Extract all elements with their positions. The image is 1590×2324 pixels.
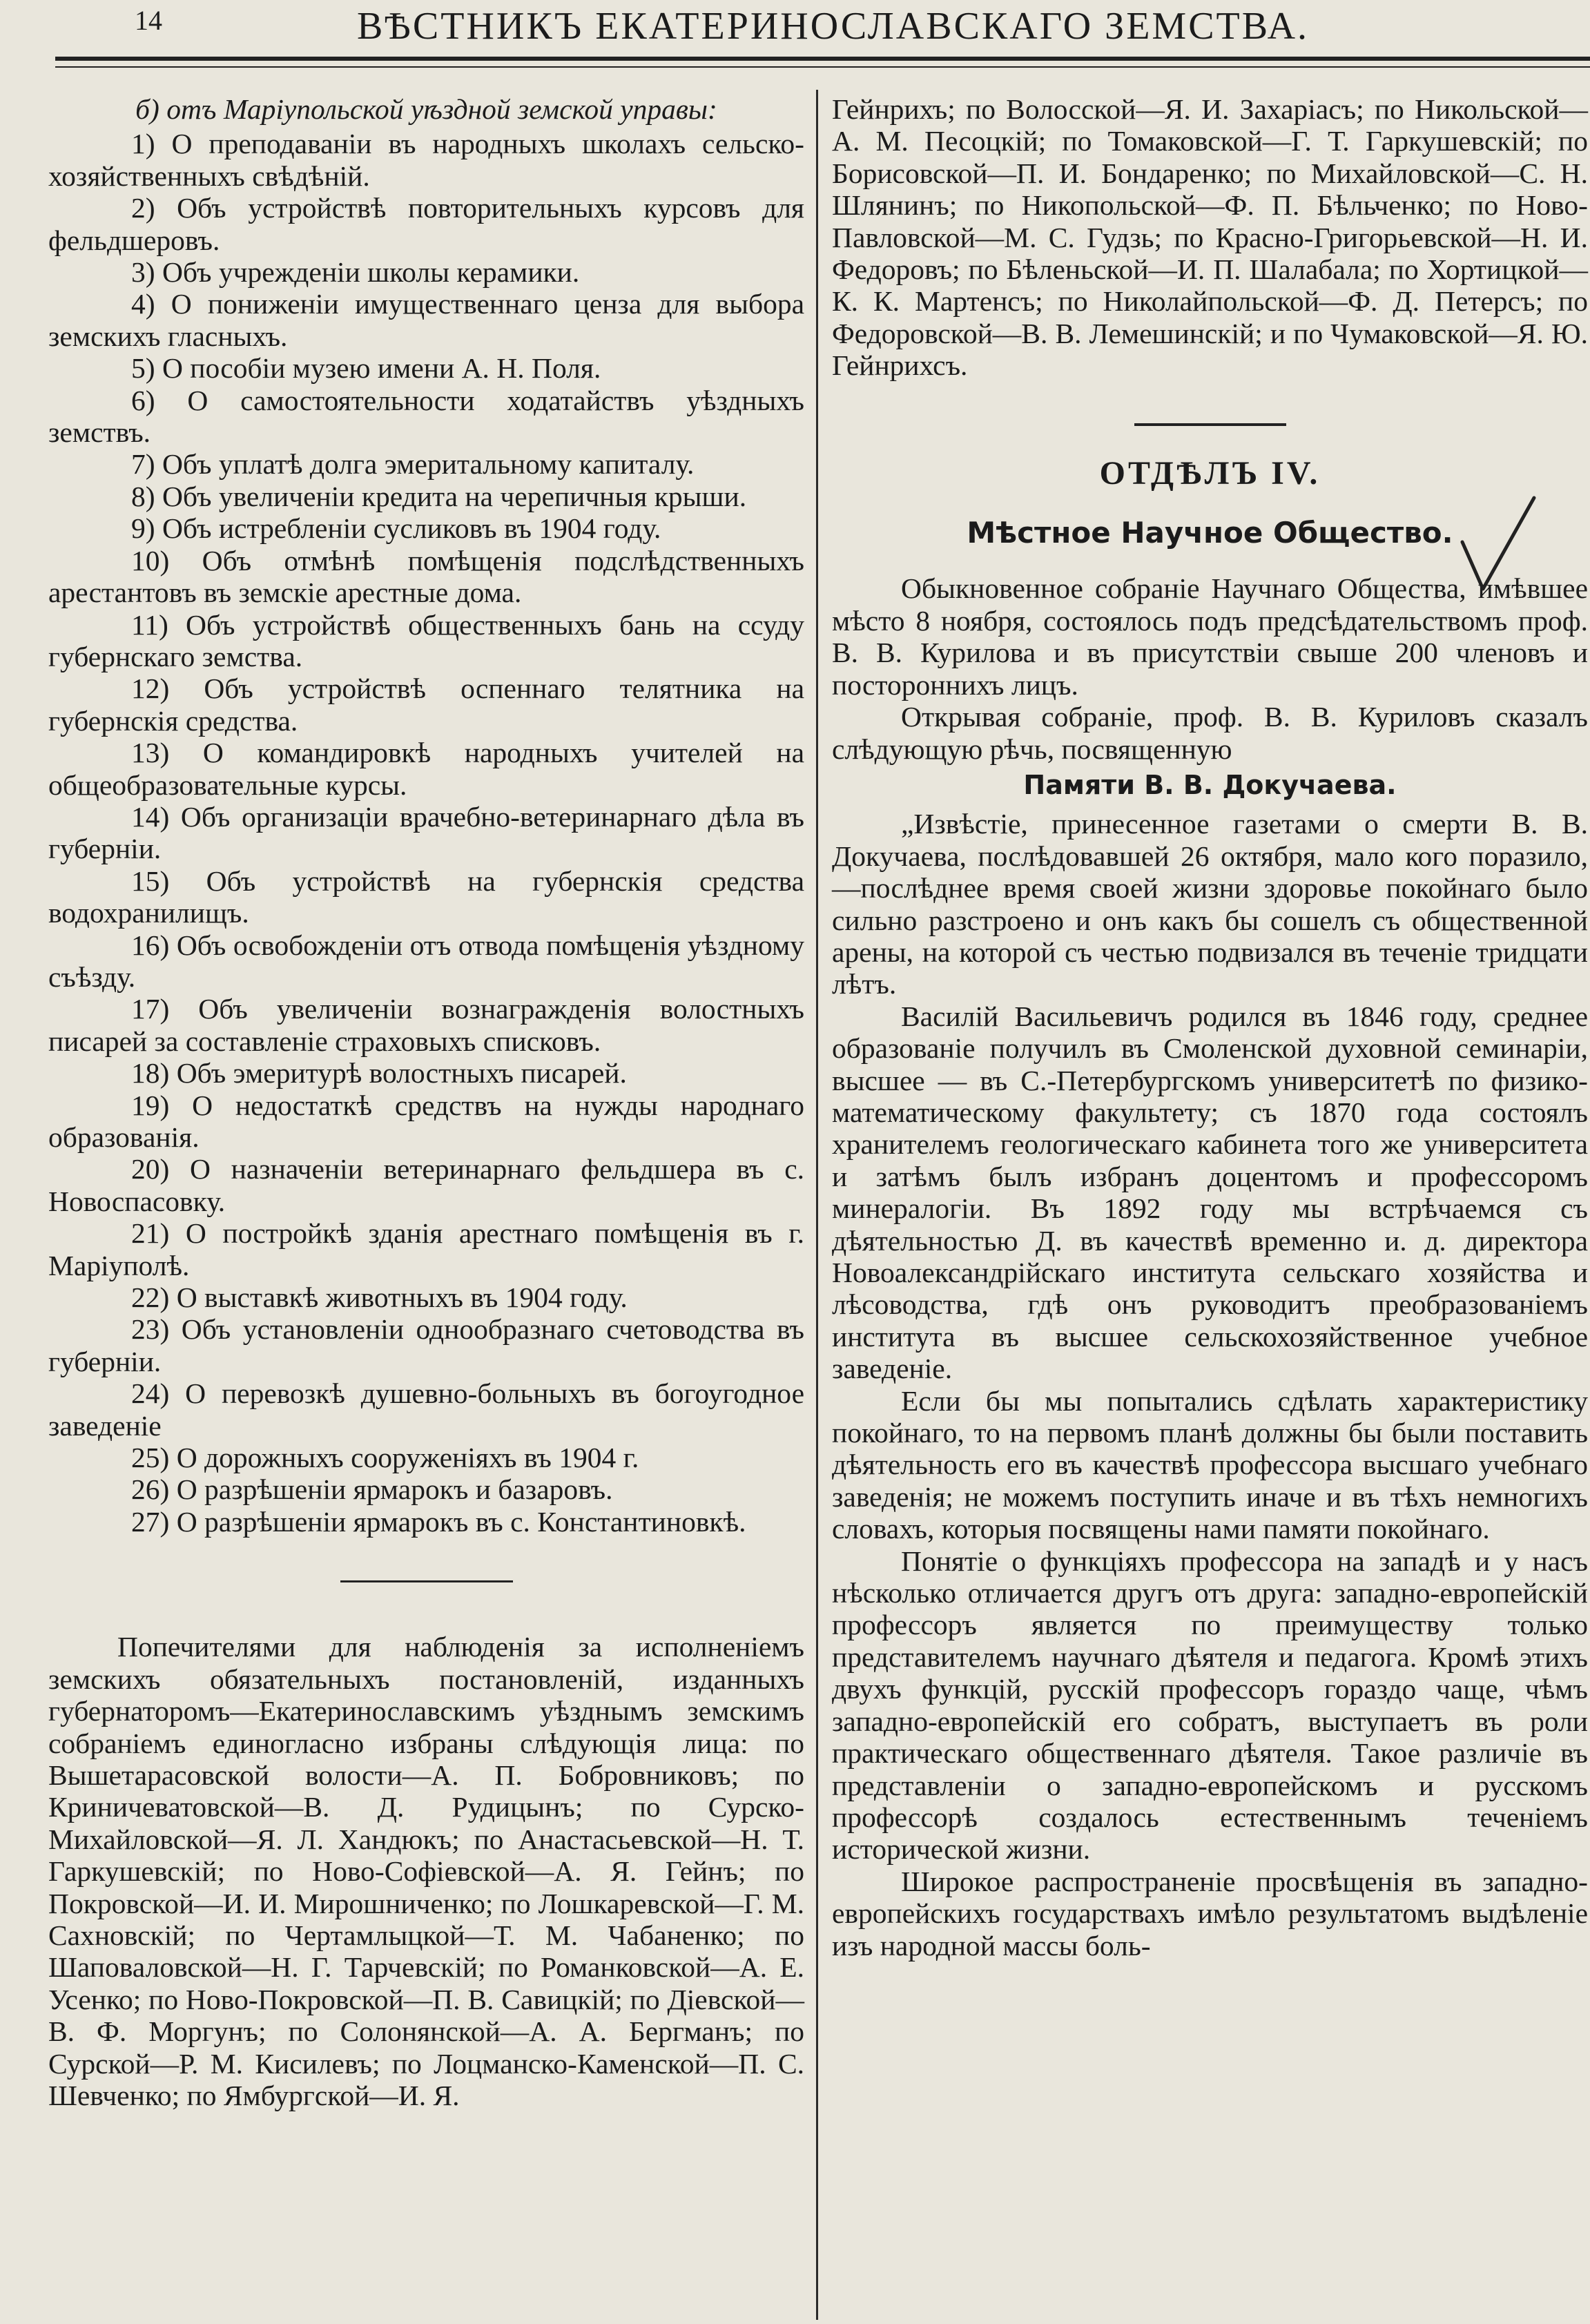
list-item: 25) О дорожныхъ сооруженіяхъ въ 1904 г. [131,1442,639,1474]
trustees-paragraph: Попечителями для наблюденія за исполненіемъ земскихъ обязательныхъ постановленій, изданныхъ губернаторомъ—Екатеринославскимъ уѣзднымъ земскимъ собраніемъ единогласно избраны слѣдующія лица: по Вышетарасовской волости—А. П. Бобровниковъ; по Криничеватовской—В. Д. Рудицынъ; по Сурско-Михайловской—Я. Л. Хандюкъ; по Анастасьевской—Н. Т. Гаркушевскій; по Ново-Софіевской—А. Я. Гейнъ; по Покровской—И. И. Мирошниченко; по Лошкаревской—Г. М. Сахновскій; по Чертамлыцкой—Т. М. Чабаненко; по Шаповаловской—Н. Г. Тарчевскій; по Романковской—А. Е. Усенко; по Ново-Покровской—П. В. Савицкій; по Діевской—В. Ф. Моргунъ; по Солонянской—А. А. Бергманъ; по Сурской—Р. М. Кисилевъ; по Лоцманско-Каменской—П. С. Шевченко; по Ямбургской—И. Я. [48,1631,804,2111]
list-item: 7) Объ уплатѣ долга эмеритальному капиталу. [131,448,695,481]
right-column [832,93,1588,1962]
list-item: 16) Объ освобожденіи отъ отвода помѣщенія уѣздному съѣзду. [48,929,804,993]
list-item: 26) О разрѣшеніи ярмарокъ и базаровъ. [131,1473,613,1506]
journal-title: ВѢСТНИКЪ ЕКАТЕРИНОСЛАВСКАГО ЗЕМСТВА. [356,5,1310,48]
list-item: 8) Объ увеличеніи кредита на черепичныя крыши. [131,480,747,512]
speech-intro: Открывая собраніе, проф. В. В. Куриловъ сказалъ слѣдующую рѣчь, посвященную [832,701,1588,765]
body-paragraph: „Извѣстіе, принесенное газетами о смерти В. В. Докучаева, послѣдовавшей 26 октября, мало кого поразило,—послѣднее время своей жизни здоровье покойнаго было сильно разстроено и онъ какъ бы сошелъ съ общественной арены, на которой съ честью подвизался въ теченіе тридцати лѣтъ. [832,808,1588,1000]
list-item: 6) О самостоятельности ходатайствъ уѣздныхъ земствъ. [48,384,804,449]
list-item: 12) Объ устройствѣ оспеннаго телятника на губернскія средства. [48,672,804,737]
column-divider [816,90,818,2320]
list-item: 3) Объ учрежденіи школы керамики. [131,256,580,289]
list-item: 2) Объ устройствѣ повторительныхъ курсовъ для фельдшеровъ. [48,192,804,256]
body-paragraph: Василій Васильевичъ родился въ 1846 году, среднее образованіе получилъ въ Смоленской духовной семинаріи, высшее — въ С.-Петербургскомъ университетѣ по физико-математическому факультету; съ 1870 года состоялъ хранителемъ геологическаго кабинета того же университета и затѣмъ былъ избранъ доцентомъ и профессоромъ минералогіи. Въ 1892 году мы встрѣчаемся съ дѣятельностью Д. въ качествѣ временно и. д. директора Новоалександрійскаго института сельскаго хозяйства и лѣсоводства, гдѣ онъ руководитъ преобразованіемъ института въ высшее сельскохозяйственное учебное заведеніе. [832,1000,1588,1385]
list-item: 19) О недостаткѣ средствъ на нужды народнаго образованія. [48,1089,804,1153]
list-item: 20) О назначеніи ветеринарнаго фельдшера въ с. Новоспасовку. [48,1153,804,1217]
list-item: 18) Объ эмеритурѣ волостныхъ писарей. [131,1057,627,1090]
list-item: 10) Объ отмѣнѣ помѣщенія подслѣдственныхъ арестантовъ въ земскіе арестные дома. [48,544,804,609]
list-item: 27) О разрѣшеніи ярмарокъ въ с. Константиновкѣ. [131,1505,746,1538]
list-item: 5) О пособіи музею имени А. Н. Поля. [131,352,601,385]
left-column [48,93,804,2111]
memory-heading: Памяти В. В. Докучаева. [1023,769,1397,800]
body-paragraph: Понятіе о функціяхъ профессора на западѣ и у насъ нѣсколько отличается другъ отъ друга: западно-европейскій профессоръ является по преимуществу только представителемъ научнаго дѣятеля и педагога. Кромѣ этихъ двухъ функцій, русскій профессоръ гораздо чаще, чѣмъ западно-европейскій его собратъ, выступаетъ въ роли практическаго общественнаго дѣятеля. Такое различіе въ представленіи о западно-европейскомъ и русскомъ профессорѣ создалось естественнымъ теченіемъ исторической жизни. [832,1545,1588,1866]
society-heading: Мѣстное Научное Общество. [967,516,1453,550]
list-item: 17) Объ увеличеніи вознагражденія волостныхъ писарей за составленіе страховыхъ списковъ. [48,993,804,1057]
list-item: 23) Объ установленіи однообразнаго счетоводства въ губерніи. [48,1313,804,1377]
list-item: 9) Объ истребленіи сусликовъ въ 1904 году. [131,512,661,545]
body-paragraph: Если бы мы попытались сдѣлать характеристику покойнаго, то на первомъ планѣ должны бы были поставить дѣятельность его въ качествѣ профессора высшаго учебнаго заведенія; не можемъ поступить иначе и въ тѣхъ немногихъ словахъ, которыя посвящены нами памяти покойнаго. [832,1384,1588,1545]
list-item: 11) Объ устройствѣ общественныхъ бань на ссуду губернскаго земства. [48,608,804,672]
list-item: 1) О преподаваніи въ народныхъ школахъ сельско-хозяйственныхъ свѣдѣній. [48,128,804,192]
intro-paragraph: Обыкновенное собраніе Научнаго Общества, имѣвшее мѣсто 8 ноября, состоялось подъ предсѣдательствомъ проф. В. В. Курилова и въ присутствіи свыше 200 членовъ и постороннихъ лицъ. [832,572,1588,701]
trustees-continuation: Гейнрихъ; по Волосской—Я. И. Захаріасъ; по Никольской—А. М. Песоцкій; по Томаковской—Г. Т. Гаркушевскій; по Борисовской—П. И. Бондаренко; по Михайловской—С. Н. Шлянинъ; по Никопольской—Ф. П. Бѣльченко; по Ново-Павловской—М. С. Гудзь; по Красно-Григорьевской—Н. И. Федоровъ; по Бѣленьской—И. П. Шалабала; по Хортицкой—К. К. Мартенсъ; по Николайпольской—Ф. Д. Петерсъ; по Федоровской—В. В. Лемешинскій; и по Чумаковской—Я. Ю. Гейнрихсъ. [832,93,1588,382]
header-rule [55,57,1590,68]
list-item: 24) О перевозкѣ душевно-больныхъ въ богоугодное заведеніе [48,1377,804,1442]
list-item: 14) Объ организаціи врачебно-ветеринарнаго дѣла въ губерніи. [48,800,804,865]
handwritten-check-mark-icon [1457,494,1540,597]
list-item: 21) О постройкѣ зданія арестнаго помѣщенія въ г. Маріуполѣ. [48,1217,804,1281]
list-item: 4) О пониженіи имущественнаго ценза для выбора земскихъ гласныхъ. [48,288,804,352]
section-heading: ОТДѢЛЪ IV. [1099,454,1321,492]
section-rule [340,1580,513,1582]
list-item: 13) О командировкѣ народныхъ учителей на общеобразовательные курсы. [48,737,804,801]
body-paragraph: Широкое распространеніе просвѣщенія въ западно-европейскихъ государствахъ имѣло результатомъ выдѣленіе изъ народной массы боль- [832,1865,1588,1962]
left-subheading: б) отъ Маріупольской уѣздной земской управы: [135,93,717,125]
list-item: 22) О выставкѣ животныхъ въ 1904 году. [131,1281,628,1314]
page-number: 14 [135,5,162,36]
section-rule [1134,423,1286,426]
list-item: 15) Объ устройствѣ на губернскія средства водохранилищъ. [48,864,804,929]
